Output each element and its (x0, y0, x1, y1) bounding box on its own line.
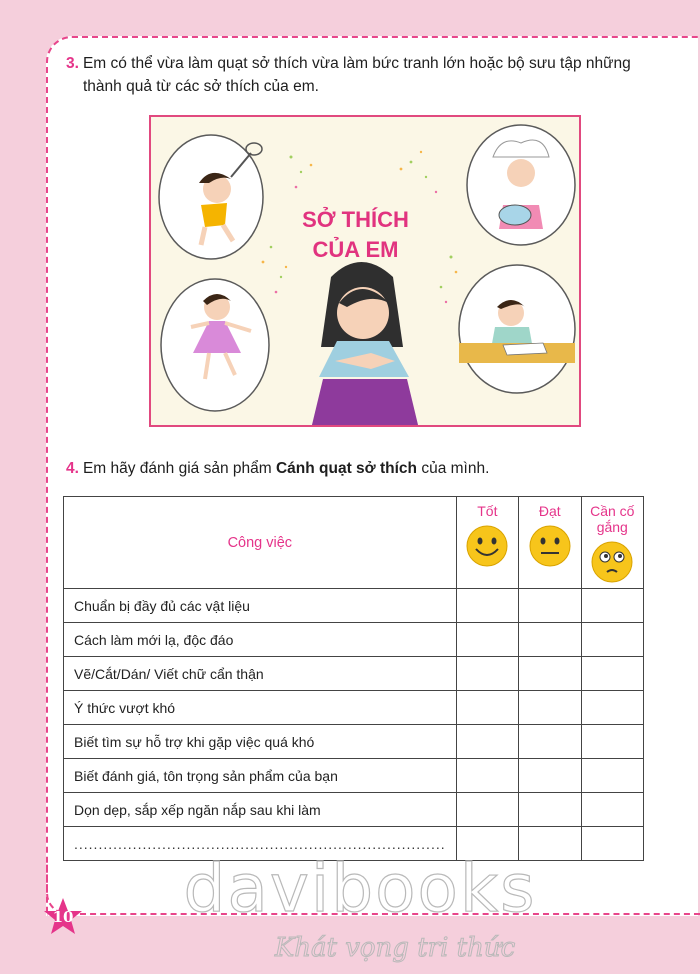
rating-cell[interactable] (519, 623, 581, 657)
section3-line1: Em có thể vừa làm quạt sở thích vừa làm bức tranh lớn hoặc bộ sưu tập những (82, 55, 631, 72)
rating-cell[interactable] (519, 589, 581, 623)
rating-cell[interactable] (519, 725, 581, 759)
task-cell: Ý thức vượt khó (64, 691, 457, 725)
hobby-illustration (149, 115, 581, 427)
section4-number: 4. (66, 460, 79, 477)
illustration-title-line2: CỦA EM (312, 237, 399, 262)
hobby-illustration-art (151, 117, 581, 427)
table-row (64, 623, 644, 657)
evaluation-table (63, 496, 644, 861)
task-cell: Chuẩn bị đầy đủ các vật liệu (64, 589, 457, 623)
rating-cell[interactable] (456, 793, 518, 827)
table-row (64, 589, 644, 623)
smile-face-icon (464, 523, 510, 569)
rating-cell[interactable] (456, 623, 518, 657)
blank-task-cell[interactable]: ............................................................................ (64, 827, 457, 861)
rating-cell[interactable] (581, 725, 643, 759)
rating-cell[interactable] (581, 793, 643, 827)
section4-text (66, 457, 666, 480)
table-row (64, 725, 644, 759)
rating-cell[interactable] (456, 657, 518, 691)
page-number: 10 (52, 908, 74, 926)
section4-text-after: của mình. (417, 460, 490, 477)
rating-cell[interactable] (519, 657, 581, 691)
rating-cell[interactable] (581, 657, 643, 691)
rating-cell[interactable] (519, 759, 581, 793)
rating-cell[interactable] (581, 827, 643, 861)
rating-cell[interactable] (456, 725, 518, 759)
task-cell: Dọn dẹp, sắp xếp ngăn nắp sau khi làm (64, 793, 457, 827)
table-row (64, 759, 644, 793)
rating-cell[interactable] (456, 589, 518, 623)
rating-cell[interactable] (519, 691, 581, 725)
page-number-badge (41, 896, 85, 940)
illustration-title (268, 205, 443, 265)
table-header-row (64, 497, 644, 589)
rating-header-try (581, 497, 643, 589)
section4-text-before: Em hãy đánh giá sản phẩm (82, 460, 276, 477)
table-row (64, 793, 644, 827)
task-cell: Vẽ/Cắt/Dán/ Viết chữ cẩn thận (64, 657, 457, 691)
table-row (64, 691, 644, 725)
neutral-face-icon (527, 523, 573, 569)
rating-label-try: Cần cố gắng (590, 503, 635, 535)
rating-cell[interactable] (581, 759, 643, 793)
table-row (64, 657, 644, 691)
worried-face-icon (589, 539, 635, 585)
rating-cell[interactable] (456, 691, 518, 725)
publisher-slogan: Khát vọng tri thức (274, 933, 516, 963)
rating-label-good: Tốt (477, 503, 498, 519)
rating-header-pass (519, 497, 581, 589)
task-column-header: Công việc (64, 497, 457, 589)
section3-line2: thành quả từ các sở thích của em. (83, 78, 319, 95)
task-cell: Cách làm mới lạ, độc đáo (64, 623, 457, 657)
publisher-logo-text: davibooks (183, 850, 537, 927)
illustration-title-line1: SỞ THÍCH (302, 207, 409, 232)
task-cell: Biết tìm sự hỗ trợ khi gặp việc quá khó (64, 725, 457, 759)
rating-cell[interactable] (519, 793, 581, 827)
rating-cell[interactable] (581, 589, 643, 623)
section3-text (66, 52, 666, 98)
section4-text-bold: Cánh quạt sở thích (275, 460, 418, 477)
section3-number: 3. (66, 55, 79, 72)
rating-header-good (456, 497, 518, 589)
rating-cell[interactable] (581, 623, 643, 657)
rating-cell[interactable] (456, 759, 518, 793)
rating-cell[interactable] (581, 691, 643, 725)
task-cell: Biết đánh giá, tôn trọng sản phẩm của bạn (64, 759, 457, 793)
rating-label-pass: Đạt (538, 503, 561, 519)
